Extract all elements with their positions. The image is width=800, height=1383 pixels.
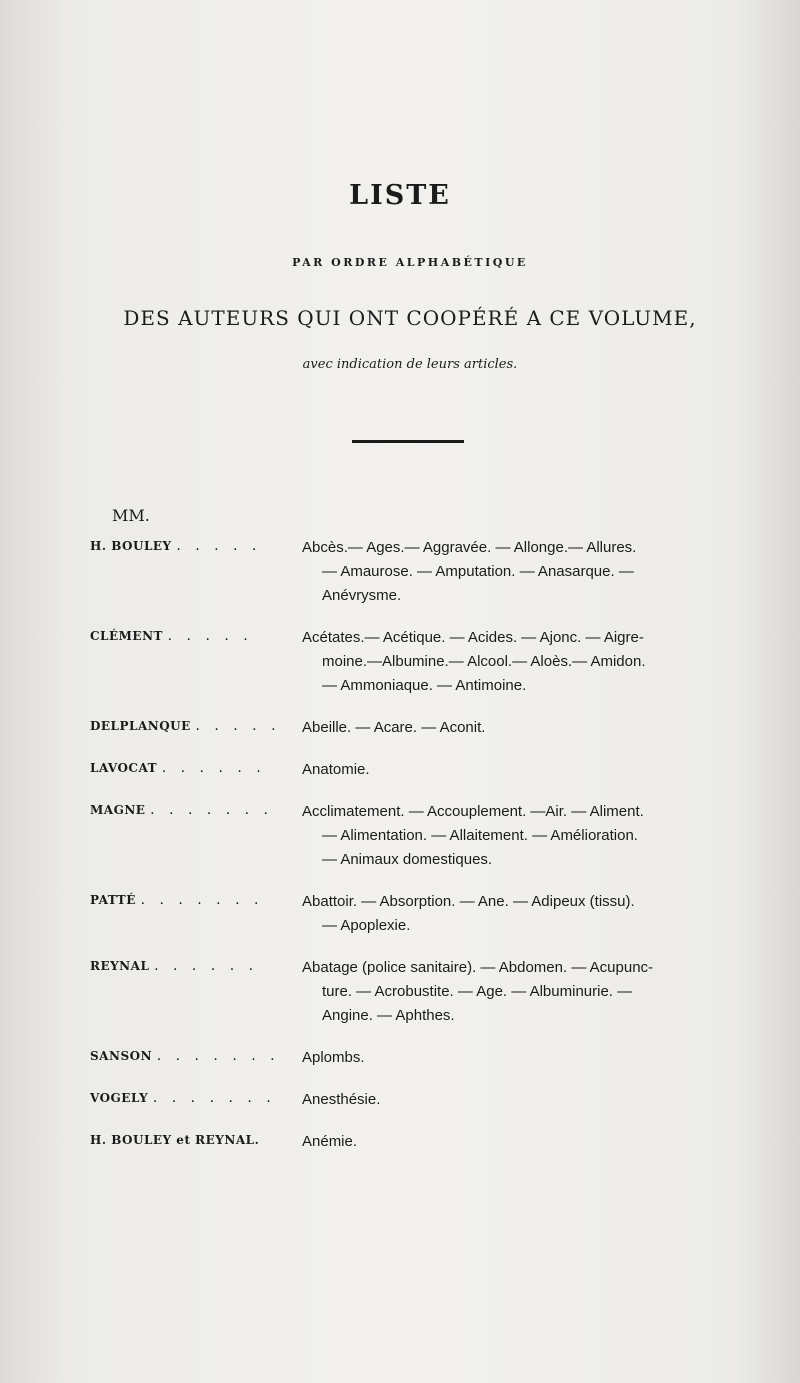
article-list: [302, 1088, 762, 1112]
author-name-text: PATTÉ: [90, 893, 136, 907]
author-name: [90, 538, 300, 554]
author-name-text: VOGELY: [90, 1091, 149, 1105]
leader-dots: . . . . . .: [161, 760, 266, 776]
author-entry: [0, 1088, 800, 1112]
article-list: [302, 758, 762, 782]
author-name: [90, 1090, 300, 1106]
author-name-text: LAVOCAT: [90, 761, 158, 775]
author-entry: [0, 1130, 800, 1154]
subtitle-order: PAR ORDRE ALPHABÉTIQUE: [292, 256, 528, 269]
author-name-text: H. BOULEY: [90, 539, 172, 553]
article-line: Anatomie.: [302, 761, 370, 778]
leader-dots: . . . . .: [176, 538, 262, 554]
article-line: Abattoir. — Absorption. — Ane. — Adipeux (tissu).: [302, 893, 635, 910]
article-list: [302, 890, 762, 938]
article-line: Anémie.: [302, 1133, 358, 1150]
subtitle-authors: DES AUTEURS QUI ONT COOPÉRÉ A CE VOLUME,: [123, 306, 697, 330]
divider-rule: [352, 440, 464, 443]
author-name: [90, 1132, 300, 1148]
author-name-text: H. BOULEY et REYNAL.: [90, 1133, 260, 1147]
article-line: Acclimatement. — Accouplement. —Air. — Aliment.: [302, 803, 644, 820]
mm-label: MM.: [112, 506, 150, 525]
author-entry: [0, 536, 800, 608]
article-line: — Alimentation. — Allaitement. — Amélioration.: [322, 827, 638, 844]
article-line: Angine. — Aphthes.: [322, 1007, 455, 1024]
article-list: [302, 1130, 762, 1154]
article-line: ture. — Acrobustite. — Age. — Albuminurie. —: [322, 983, 633, 1000]
article-list: [302, 626, 762, 698]
author-name: [90, 628, 300, 644]
author-name: [90, 958, 300, 974]
article-list: [302, 956, 762, 1028]
leader-dots: . . . . . . .: [140, 892, 264, 908]
author-name-text: DELPLANQUE: [90, 719, 191, 733]
subtitle-indication: avec indication de leurs articles.: [302, 357, 518, 372]
leader-dots: . . . . . . .: [150, 802, 274, 818]
article-line: — Animaux domestiques.: [322, 851, 493, 868]
author-name-text: SANSON: [90, 1049, 153, 1063]
article-line: — Amaurose. — Amputation. — Anasarque. —: [322, 563, 634, 580]
author-name: [90, 802, 300, 818]
article-line: — Apoplexie.: [322, 917, 411, 934]
author-entry: [0, 890, 800, 938]
article-line: moine.—Albumine.— Alcool.— Aloès.— Amidon.: [322, 653, 646, 670]
article-line: Anesthésie.: [302, 1091, 381, 1108]
article-line: Abatage (police sanitaire). — Abdomen. — Acupunc-: [302, 959, 654, 976]
author-name-text: CLÉMENT: [90, 629, 163, 643]
author-name-text: MAGNE: [90, 803, 146, 817]
article-line: — Ammoniaque. — Antimoine.: [322, 677, 527, 694]
article-line: Abcès.— Ages.— Aggravée. — Allonge.— Allures.: [302, 539, 637, 556]
article-list: [302, 716, 762, 740]
article-list: [302, 800, 762, 872]
leader-dots: . . . . . .: [154, 958, 259, 974]
author-name: [90, 892, 300, 908]
leader-dots: . . . . .: [195, 718, 281, 734]
page-title: LISTE: [349, 180, 451, 211]
author-entry: [0, 758, 800, 782]
leader-dots: . . . . . . .: [156, 1048, 280, 1064]
author-entry: [0, 956, 800, 1028]
author-entry: [0, 1046, 800, 1070]
article-line: Acétates.— Acétique. — Acides. — Ajonc. — Aigre-: [302, 629, 644, 646]
author-entry: [0, 716, 800, 740]
author-name: [90, 1048, 300, 1064]
article-line: Anévrysme.: [322, 587, 402, 604]
author-name-text: REYNAL: [90, 959, 150, 973]
article-list: [302, 536, 762, 608]
author-entry: [0, 626, 800, 698]
leader-dots: . . . . .: [167, 628, 253, 644]
article-line: Aplombs.: [302, 1049, 365, 1066]
author-list: [0, 536, 800, 1172]
article-list: [302, 1046, 762, 1070]
author-name: [90, 718, 300, 734]
author-entry: [0, 800, 800, 872]
article-line: Abeille. — Acare. — Aconit.: [302, 719, 486, 736]
leader-dots: . . . . . . .: [152, 1090, 276, 1106]
author-name: [90, 760, 300, 776]
